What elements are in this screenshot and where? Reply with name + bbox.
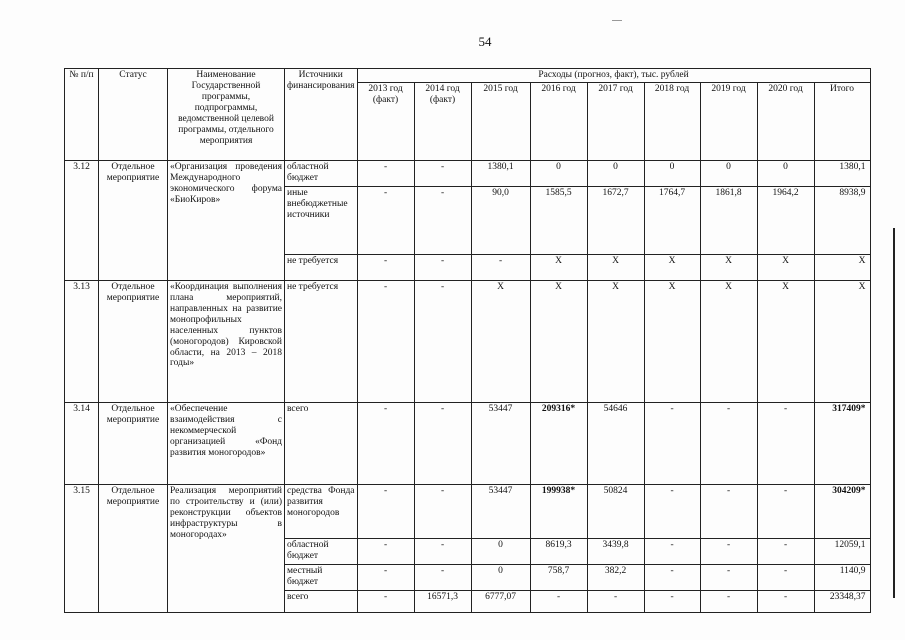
value-cell: - [357,187,414,255]
row-name: «Координация выполнения плана мероприятий, направленных на развитие монопрофильных населенных пунктов (моногородов) Кировской области, на 2013 – 2018 годы» [168,281,285,403]
header-year-2016: 2016 год [530,83,587,161]
funding-source: областной бюджет [285,539,358,565]
total-cell: 304209* [814,485,870,539]
value-cell: - [414,485,471,539]
header-status: Статус [99,69,168,161]
header-year-2014: 2014 год (факт) [414,83,471,161]
row-status: Отдельное мероприятие [99,161,168,281]
value-cell: - [471,255,530,281]
value-cell: - [644,485,700,539]
value-cell: - [357,565,414,591]
value-cell: - [530,591,587,613]
funding-source: областной бюджет [285,161,358,187]
header-year-2018: 2018 год [644,83,700,161]
value-cell: - [757,591,814,613]
header-num: № п/п [65,69,99,161]
header-year-2015: 2015 год [471,83,530,161]
value-cell: - [757,403,814,485]
value-cell: - [757,485,814,539]
value-cell: 0 [530,161,587,187]
total-cell: X [814,255,870,281]
header-year-2019: 2019 год [700,83,757,161]
funding-source: местный бюджет [285,565,358,591]
scan-artifact-edge [893,228,895,598]
row-status: Отдельное мероприятие [99,485,168,613]
value-cell: 50824 [587,485,644,539]
value-cell: - [644,539,700,565]
value-cell: 1764,7 [644,187,700,255]
row-number: 3.14 [65,403,99,485]
value-cell: 0 [757,161,814,187]
budget-table [64,68,871,613]
value-cell: - [357,161,414,187]
total-cell: 12059,1 [814,539,870,565]
table-row [65,485,871,539]
row-status: Отдельное мероприятие [99,403,168,485]
value-cell: 1861,8 [700,187,757,255]
value-cell: - [357,485,414,539]
row-name: «Обеспечение взаимодействия с некоммерческой организацией «Фонд развития моногородов» [168,403,285,485]
value-cell: - [700,591,757,613]
funding-source: средства Фонда развития моногородов [285,485,358,539]
header-expenses: Расходы (прогноз, факт), тыс. рублей [357,69,870,83]
value-cell: - [587,591,644,613]
value-cell: - [357,281,414,403]
header-year-2013: 2013 год (факт) [357,83,414,161]
header-year-2017: 2017 год [587,83,644,161]
value-cell: X [530,281,587,403]
value-cell: - [757,539,814,565]
header-total: Итого [814,83,870,161]
value-cell: - [357,539,414,565]
total-cell: 1380,1 [814,161,870,187]
value-cell: - [414,539,471,565]
value-cell: - [357,403,414,485]
value-cell: - [644,591,700,613]
value-cell: X [587,255,644,281]
value-cell: - [414,161,471,187]
row-number: 3.13 [65,281,99,403]
value-cell: 199938* [530,485,587,539]
header-source: Источники финансирования [285,69,358,161]
value-cell: X [644,255,700,281]
value-cell: - [414,281,471,403]
value-cell: - [700,403,757,485]
value-cell: - [357,591,414,613]
header-year-2020: 2020 год [757,83,814,161]
value-cell: - [644,565,700,591]
value-cell: 6777,07 [471,591,530,613]
value-cell: 382,2 [587,565,644,591]
value-cell: - [414,565,471,591]
table-row [65,281,871,403]
value-cell: 8619,3 [530,539,587,565]
value-cell: X [644,281,700,403]
header-name: Наименование Государственной программы, подпрограммы, ведомственной целевой программы, отдельного мероприятия [168,69,285,161]
value-cell: 758,7 [530,565,587,591]
value-cell: 209316* [530,403,587,485]
value-cell: X [471,281,530,403]
value-cell: 1964,2 [757,187,814,255]
funding-source: всего [285,403,358,485]
value-cell: 1380,1 [471,161,530,187]
value-cell: - [414,187,471,255]
row-status: Отдельное мероприятие [99,281,168,403]
value-cell: 54646 [587,403,644,485]
value-cell: - [757,565,814,591]
total-cell: 8938,9 [814,187,870,255]
funding-source: всего [285,591,358,613]
row-name: «Организация проведения Международного экономического форума «БиоКиров» [168,161,285,281]
header-row-1 [65,69,871,83]
funding-source: не требуется [285,281,358,403]
value-cell: X [700,281,757,403]
total-cell: 23348,37 [814,591,870,613]
value-cell: X [757,255,814,281]
total-cell: X [814,281,870,403]
value-cell: 0 [471,539,530,565]
value-cell: - [700,565,757,591]
value-cell: 0 [471,565,530,591]
value-cell: 53447 [471,403,530,485]
total-cell: 1140,9 [814,565,870,591]
page-number: 54 [478,34,492,49]
value-cell: 0 [644,161,700,187]
funding-source: иные внебюджетные источники [285,187,358,255]
row-number: 3.15 [65,485,99,613]
value-cell: - [414,403,471,485]
value-cell: 1585,5 [530,187,587,255]
value-cell: - [644,403,700,485]
funding-source: не требуется [285,255,358,281]
value-cell: 3439,8 [587,539,644,565]
budget-table-body [65,69,871,613]
value-cell: 16571,3 [414,591,471,613]
total-cell: 317409* [814,403,870,485]
value-cell: 1672,7 [587,187,644,255]
value-cell: 53447 [471,485,530,539]
scan-artifact-dash [612,20,622,21]
value-cell: X [530,255,587,281]
value-cell: 90,0 [471,187,530,255]
table-row [65,161,871,187]
table-row [65,403,871,485]
row-number: 3.12 [65,161,99,281]
value-cell: 0 [587,161,644,187]
value-cell: - [357,255,414,281]
value-cell: X [757,281,814,403]
value-cell: - [700,485,757,539]
value-cell: X [700,255,757,281]
value-cell: 0 [700,161,757,187]
value-cell: - [414,255,471,281]
value-cell: X [587,281,644,403]
value-cell: - [700,539,757,565]
row-name: Реализация мероприятий по строительству и (или) реконструкции объектов инфраструктуры в моногородах» [168,485,285,613]
